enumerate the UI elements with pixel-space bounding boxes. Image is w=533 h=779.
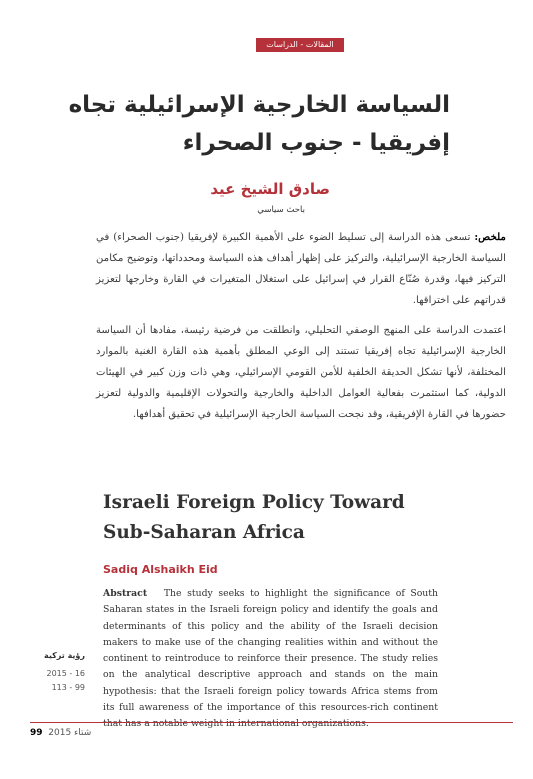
- section-tag: المقالات - الدراسات: [256, 38, 344, 52]
- footer-season: شتاء 2015: [48, 728, 92, 738]
- arabic-author-role: باحث سياسي: [257, 205, 305, 215]
- page-footer: [30, 728, 91, 738]
- english-title: [103, 488, 433, 548]
- footer-rule: [30, 722, 513, 723]
- arabic-title-line1: السياسة الخارجية الإسرائيلية تجاه: [68, 92, 450, 118]
- english-abstract: [103, 586, 438, 733]
- arabic-author: صادق الشيخ عيد: [210, 180, 330, 198]
- english-author: Sadiq Alshaikh Eid: [103, 563, 218, 576]
- arabic-abstract-p1: [96, 227, 506, 311]
- arabic-abstract-label: ملخص:: [474, 231, 507, 243]
- english-title-line1: Israeli Foreign Policy Toward: [103, 492, 405, 513]
- journal-name: رؤية تركية: [44, 651, 85, 660]
- english-abstract-text: The study seeks to highlight the significance of South Saharan states in the Israeli foreign policy and identify the goals and determinants of this policy and the ability of the Israeli decision makers to make use of the changing realities within and without the continent to reintroduce to reinforce their presence. The study relies on the analytical descriptive approach and stands on the main hypothesis: that the Israeli foreign policy towards Africa stems from its full awareness of the importance of this resources-rich continent that has a notable weight in international organizations.: [103, 588, 439, 730]
- arabic-title-line2: إفريقيا - جنوب الصحراء: [182, 130, 450, 156]
- page-number: 99: [30, 728, 43, 738]
- english-abstract-label: Abstract: [103, 588, 148, 599]
- journal-issue: 2015 - 16: [46, 669, 85, 678]
- journal-pages: 113 - 99: [51, 683, 85, 692]
- arabic-abstract-p2: اعتمدت الدراسة على المنهج الوصفي التحليلي، وانطلقت من فرضية رئيسة، مفادها أن السياسة الخارجية الإسرائيلية تجاه إفريقيا تستند إلى الوعي المطلق بأهمية هذه القارة الغنية بالموارد المختلفة، لأنها تشكل الحديقة الخلفية للأمن القومي الإسرائيلي، وهي ذات وزن كبير في الهيئات الدولية، كما استثمرت بفعالية العوامل الداخلية والخارجية والتحولات الإقليمية والدولية لتعزيز حضورها في القارة الإفريقية، وقد نجحت السياسة الخارجية الإسرائيلية في تحقيق أهدافها.: [96, 325, 506, 420]
- english-title-line2: Sub-Saharan Africa: [103, 522, 305, 543]
- arabic-abstract-p1-text: تسعى هذه الدراسة إلى تسليط الضوء على الأهمية الكبيرة لإفريقيا (جنوب الصحراء) في السياسة الخارجية الإسرائيلية، والتركيز على إظهار أهداف هذه السياسة ومحدداتها، وتوضيح مكامن التركيز فيها، وقدرة صُنّاع القرار في إسرائيل على استغلال المتغيرات في القارة وخارجها لتعزيز قدراتهم على اختراقها.: [96, 232, 506, 306]
